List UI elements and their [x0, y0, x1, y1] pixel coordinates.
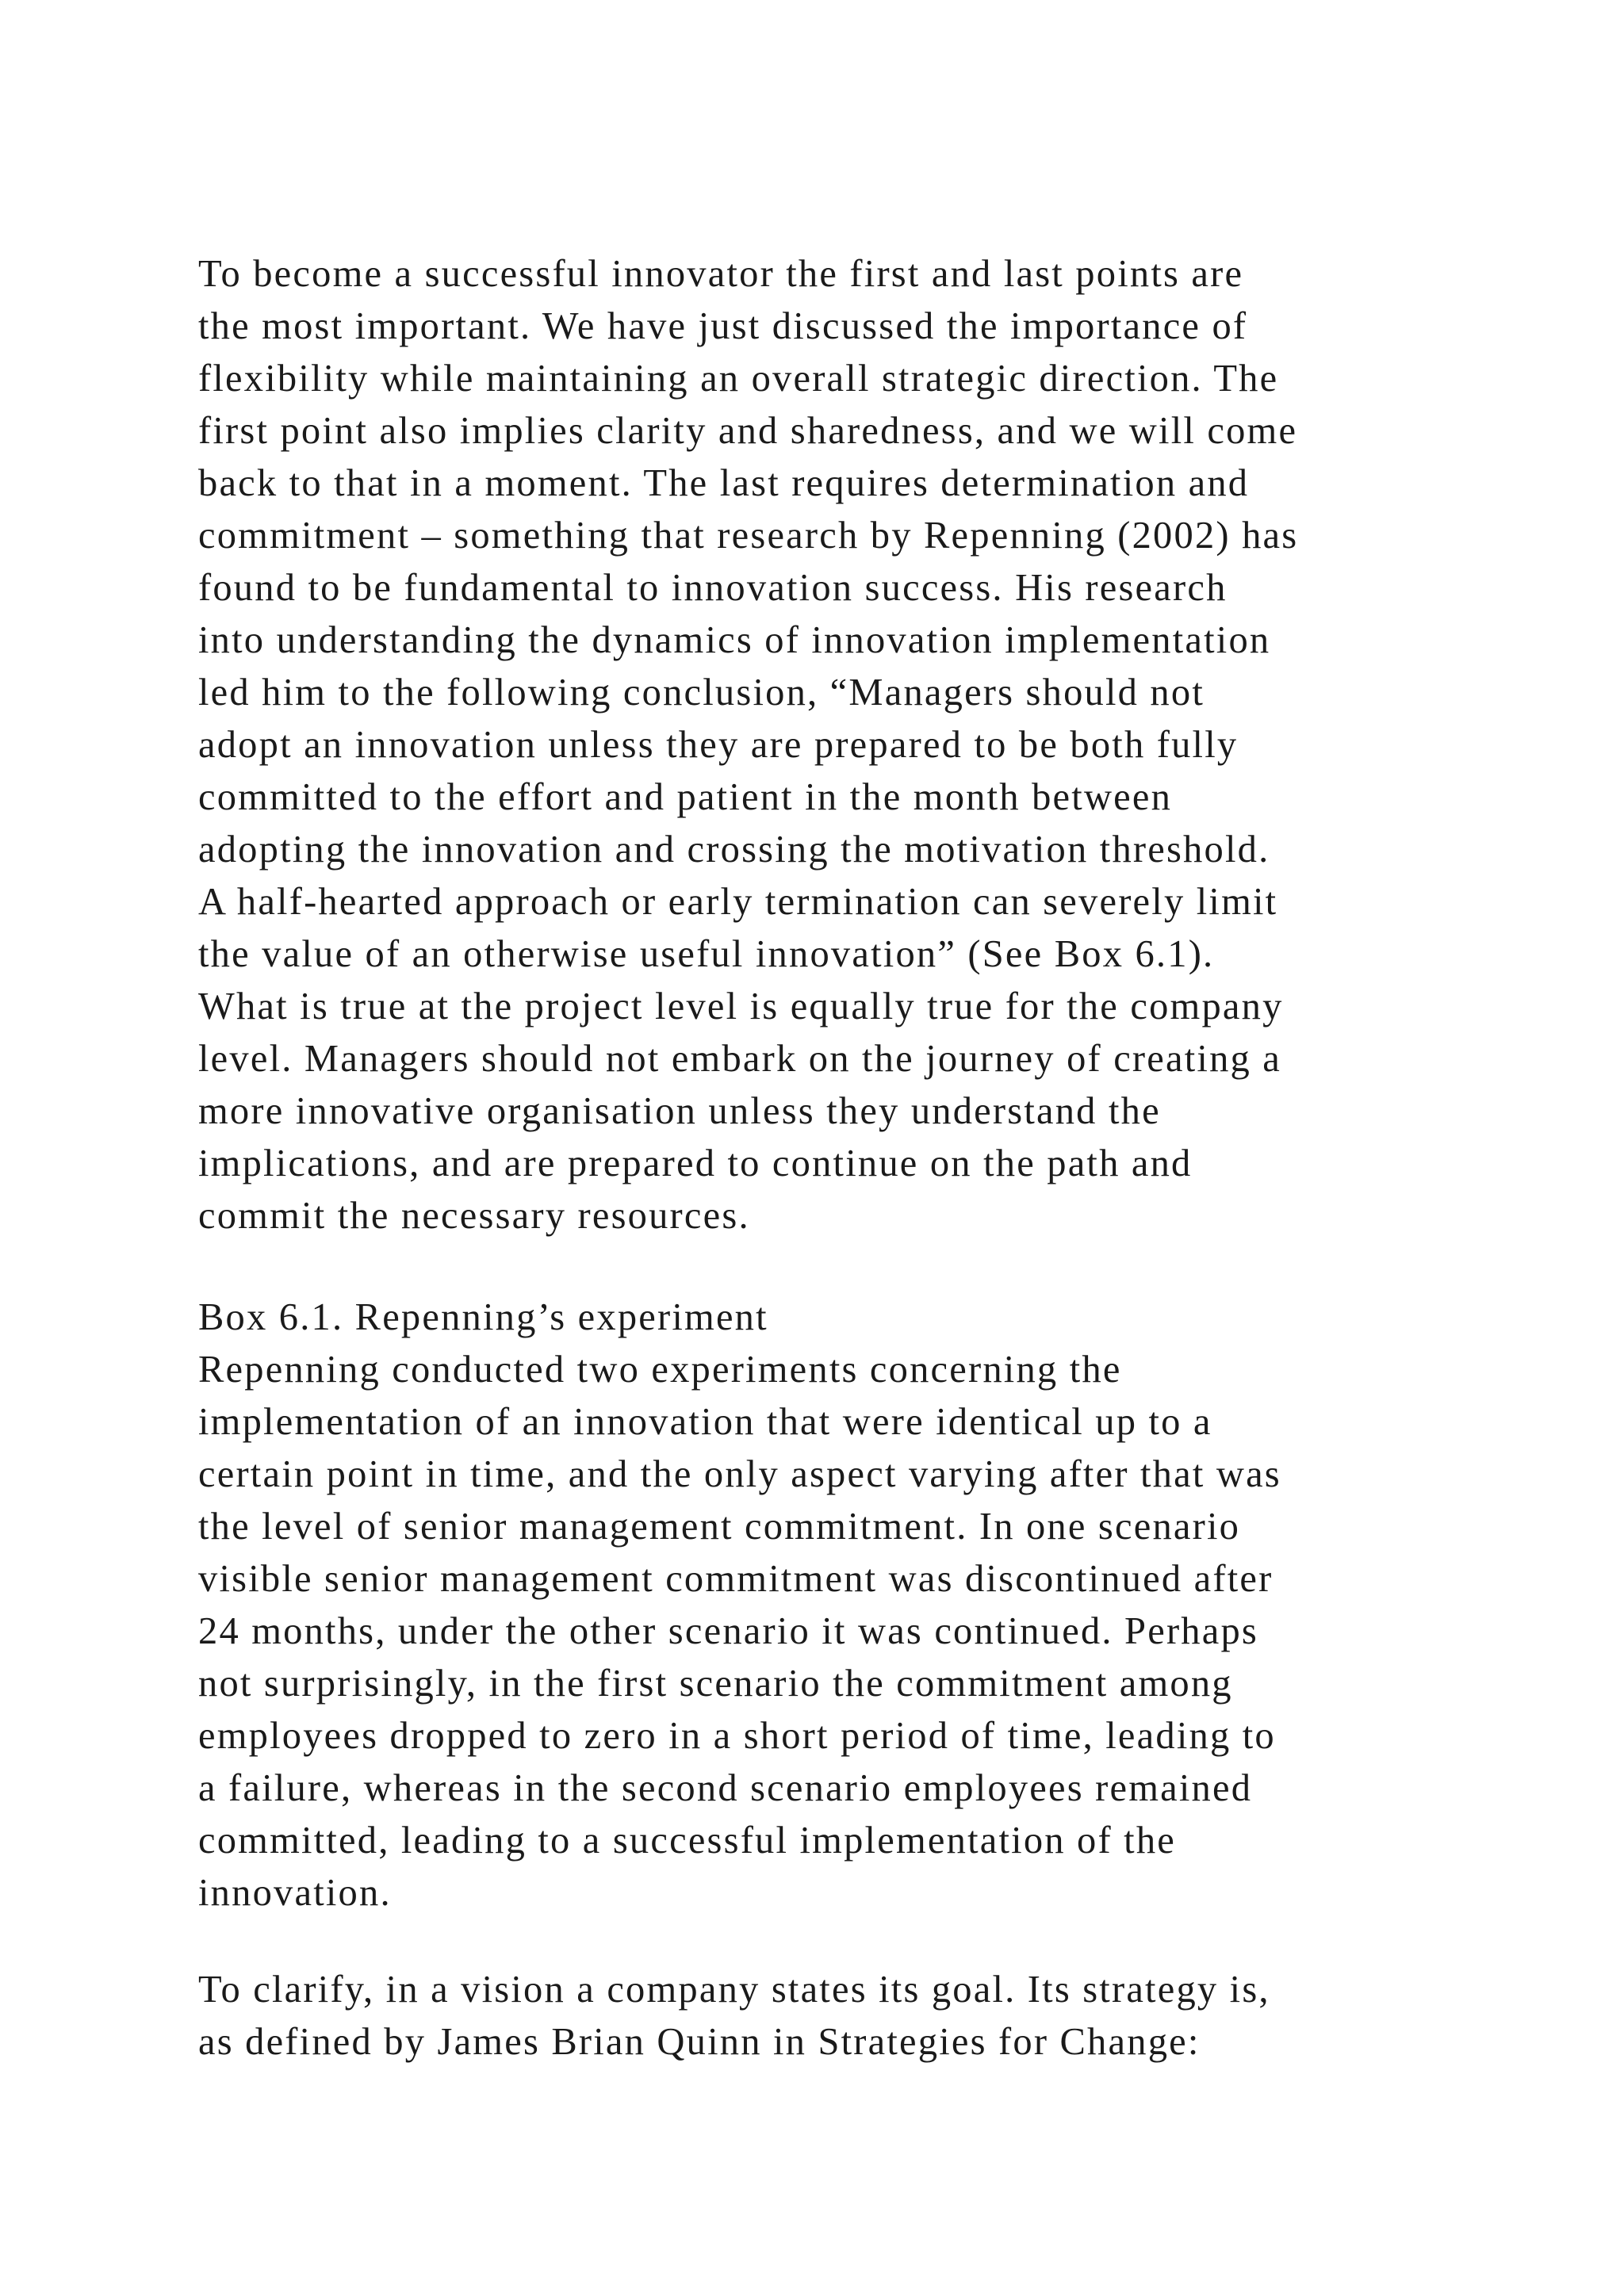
text-line: flexibility while maintaining an overall strategic direction. The: [198, 358, 1279, 400]
text-line: the most important. We have just discussed the importance of: [198, 305, 1248, 347]
text-line: a failure, whereas in the second scenario employees remained: [198, 1767, 1253, 1809]
text-line: commit the necessary resources.: [198, 1195, 750, 1237]
paragraph-commitment: [198, 248, 1467, 1242]
text-line: employees dropped to zero in a short period of time, leading to: [198, 1715, 1276, 1757]
text-line: Repenning conducted two experiments concerning the: [198, 1349, 1122, 1391]
text-line: back to that in a moment. The last requires determination and: [198, 462, 1250, 504]
box-6-1: [198, 1292, 1467, 1919]
text-line: What is true at the project level is equally true for the company: [198, 985, 1284, 1027]
text-line: adopting the innovation and crossing the motivation threshold.: [198, 828, 1270, 871]
text-line: not surprisingly, in the first scenario the commitment among: [198, 1663, 1233, 1705]
text-line: adopt an innovation unless they are prepared to be both fully: [198, 724, 1239, 766]
text-line: committed, leading to a successful implementation of the: [198, 1820, 1177, 1862]
text-line: level. Managers should not embark on the journey of creating a: [198, 1038, 1282, 1080]
paragraph-vision-strategy: [198, 1964, 1467, 2068]
text-line: into understanding the dynamics of innovation implementation: [198, 619, 1271, 661]
text-line: A half-hearted approach or early termination can severely limit: [198, 881, 1278, 923]
text-line: To clarify, in a vision a company states its goal. Its strategy is,: [198, 1969, 1270, 2011]
text-line: commitment – something that research by Repenning (2002) has: [198, 515, 1299, 557]
text-line: led him to the following conclusion, “Managers should not: [198, 672, 1205, 714]
text-line: first point also implies clarity and sharedness, and we will come: [198, 410, 1298, 452]
text-line: implementation of an innovation that were identical up to a: [198, 1401, 1212, 1443]
text-line: To become a successful innovator the first and last points are: [198, 253, 1244, 295]
box-title: Box 6.1. Repenning’s experiment: [198, 1296, 768, 1338]
text-line: certain point in time, and the only aspect varying after that was: [198, 1453, 1281, 1495]
text-line: implications, and are prepared to continue on the path and: [198, 1142, 1193, 1184]
text-line: innovation.: [198, 1872, 392, 1914]
text-line: 24 months, under the other scenario it was continued. Perhaps: [198, 1610, 1258, 1652]
text-line: visible senior management commitment was discontinued after: [198, 1558, 1274, 1600]
text-line: committed to the effort and patient in the month between: [198, 776, 1173, 818]
text-line: the value of an otherwise useful innovation” (See Box 6.1).: [198, 933, 1215, 975]
text-line: more innovative organisation unless they understand the: [198, 1090, 1161, 1132]
text-line: the level of senior management commitment. In one scenario: [198, 1506, 1241, 1548]
text-line: found to be fundamental to innovation success. His research: [198, 567, 1228, 609]
text-line: as defined by James Brian Quinn in Strategies for Change:: [198, 2021, 1201, 2063]
